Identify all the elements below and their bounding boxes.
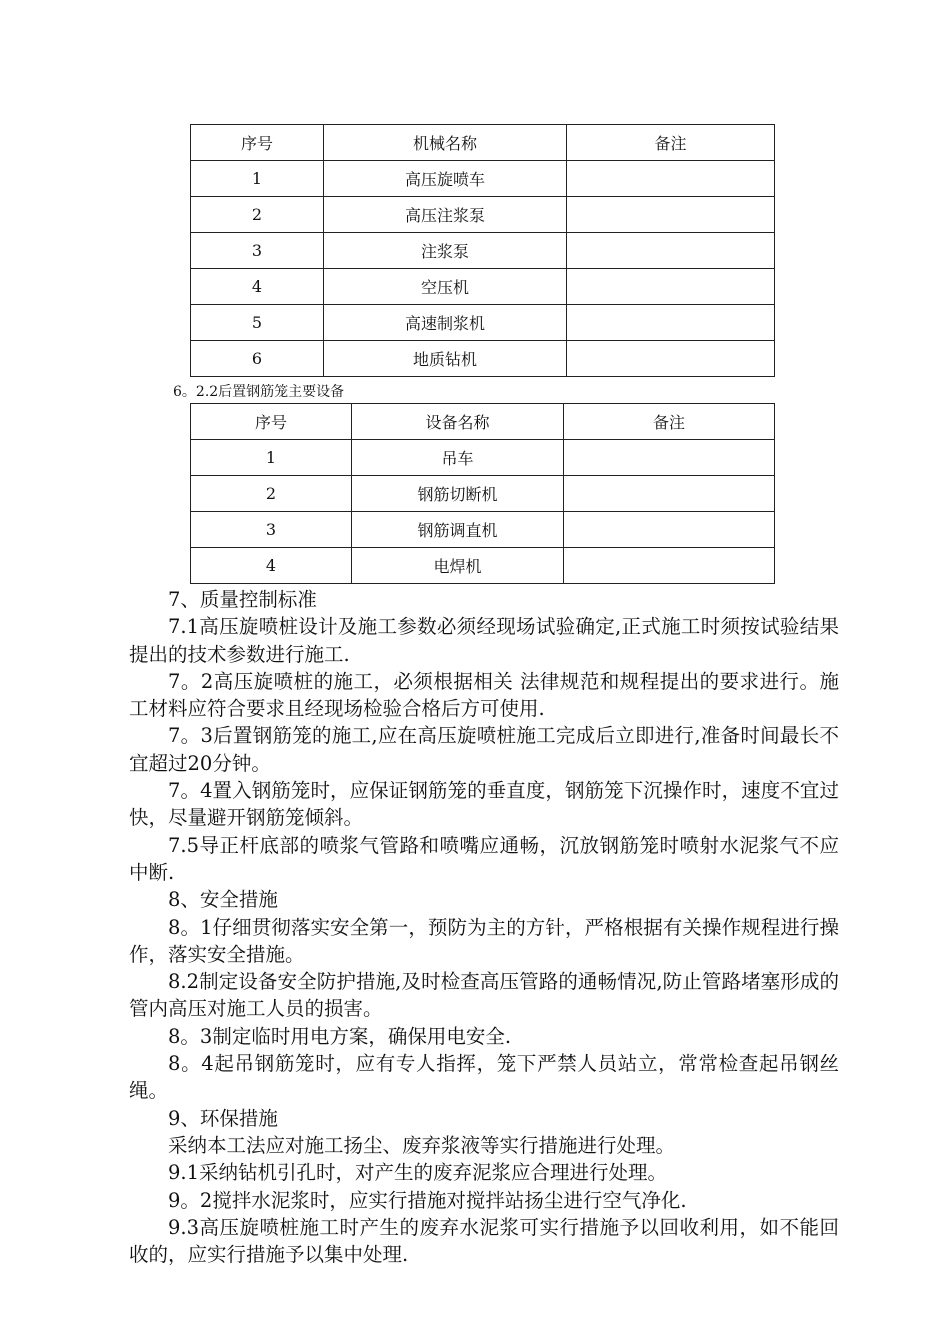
paragraph: 7.1高压旋喷桩设计及施工参数必须经现场试验确定,正式施工时须按试验结果提出的技术参数进行施工.: [129, 615, 839, 666]
table-cell: 钢筋切断机: [352, 476, 564, 512]
table-cell: 注浆泵: [324, 233, 567, 269]
table-cell: 高压旋喷车: [324, 161, 567, 197]
paragraph: 9.3高压旋喷桩施工时产生的废弃水泥浆可实行措施予以回收利用，如不能回收的，应实行措施予以集中处理.: [129, 1215, 839, 1267]
column-header: 设备名称: [352, 404, 564, 440]
table-cell: [567, 269, 775, 305]
table-cell: 电焊机: [352, 548, 564, 584]
column-header: 序号: [191, 125, 324, 161]
table-cell: [567, 161, 775, 197]
table-row: [191, 476, 775, 512]
column-header: 机械名称: [324, 125, 567, 161]
table-cell: 4: [191, 548, 352, 584]
table-row: [191, 440, 775, 476]
table-cell: 5: [191, 305, 324, 341]
table-cell: [564, 512, 775, 548]
table-cell: 1: [191, 440, 352, 476]
table-cell: 2: [191, 197, 324, 233]
paragraph: 8。3制定临时用电方案，确保用电安全.: [168, 1024, 512, 1048]
paragraph: 8.2制定设备安全防护措施,及时检查高压管路的通畅情况,防止管路堵塞形成的管内高压对施工人员的损害。: [129, 970, 839, 1021]
table-cell: 吊车: [352, 440, 564, 476]
table-cell: [564, 440, 775, 476]
table-cell: [564, 548, 775, 584]
paragraph: 7。4置入钢筋笼时，应保证钢筋笼的垂直度，钢筋笼下沉操作时，速度不宜过快，尽量避开钢筋笼倾斜。: [129, 779, 839, 830]
table-cell: 高速制浆机: [324, 305, 567, 341]
body-text: [129, 586, 839, 1268]
table-cell: [567, 305, 775, 341]
table-cell: 3: [191, 512, 352, 548]
table-row: [191, 233, 775, 269]
table-row: [191, 305, 775, 341]
paragraph: 9、环保措施: [168, 1106, 278, 1130]
table-row: [191, 161, 775, 197]
table-row: [191, 512, 775, 548]
table-cell: [567, 233, 775, 269]
table-header-row: [191, 404, 775, 440]
table-cell: 3: [191, 233, 324, 269]
table-row: [191, 341, 775, 377]
paragraph: 9.1采纳钻机引孔时，对产生的废弃泥浆应合理进行处理。: [168, 1161, 668, 1185]
column-header: 备注: [564, 404, 775, 440]
table-cell: 6: [191, 341, 324, 377]
table-cell: 高压注浆泵: [324, 197, 567, 233]
table-cell: [564, 476, 775, 512]
table-cell: 4: [191, 269, 324, 305]
paragraph: 8。4起吊钢筋笼时，应有专人指挥，笼下严禁人员站立，常常检查起吊钢丝绳。: [129, 1052, 839, 1103]
paragraph: 7。3后置钢筋笼的施工,应在高压旋喷桩施工完成后立即进行,准备时间最长不宜超过20分钟。: [129, 724, 839, 775]
table-cell: 空压机: [324, 269, 567, 305]
table-header-row: [191, 125, 775, 161]
table-row: [191, 197, 775, 233]
equipment-table-caption: 6。2.2后置钢筋笼主要设备: [173, 384, 345, 400]
table-cell: [567, 341, 775, 377]
table-cell: [567, 197, 775, 233]
paragraph: 7。2高压旋喷桩的施工，必须根据相关 法律规范和规程提出的要求进行。施工材料应符合要求且经现场检验合格后方可使用.: [129, 669, 839, 721]
table-cell: 钢筋调直机: [352, 512, 564, 548]
column-header: 序号: [191, 404, 352, 440]
paragraph: 7.5导正杆底部的喷浆气管路和喷嘴应通畅，沉放钢筋笼时喷射水泥浆气不应中断.: [129, 833, 839, 884]
paragraph: 8、安全措施: [168, 888, 278, 912]
paragraph: 采纳本工法应对施工扬尘、废弃浆液等实行措施进行处理。: [168, 1133, 676, 1157]
table-row: [191, 548, 775, 584]
table-cell: 2: [191, 476, 352, 512]
paragraph: 7、质量控制标准: [168, 588, 317, 611]
paragraph: 9。2搅拌水泥浆时，应实行措施对搅拌站扬尘进行空气净化.: [168, 1188, 687, 1212]
paragraph: 8。1仔细贯彻落实安全第一，预防为主的方针，严格根据有关操作规程进行操作，落实安全措施。: [129, 915, 839, 966]
equipment-table: [190, 403, 775, 584]
machinery-table: [190, 124, 775, 377]
table-cell: 地质钻机: [324, 341, 567, 377]
column-header: 备注: [567, 125, 775, 161]
table-cell: 1: [191, 161, 324, 197]
table-row: [191, 269, 775, 305]
